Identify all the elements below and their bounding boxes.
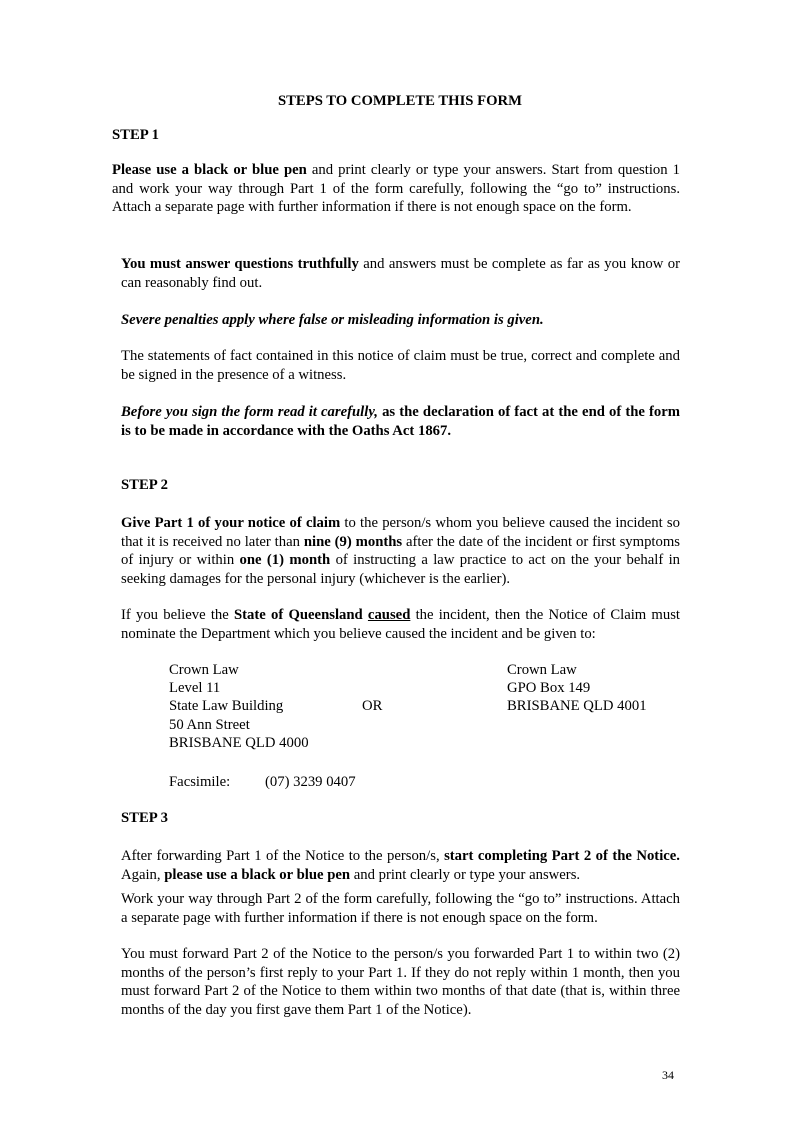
step3-paragraph-2: Work your way through Part 2 of the form carefully, following the “go to” instructions. Attach a separate page with further information if there is not enough space on the form. bbox=[121, 891, 680, 926]
step3-paragraph-3: You must forward Part 2 of the Notice to the person/s you forwarded Part 1 to within two (2) months of the person’s first reply to your Part 1. If they do not reply within 1 month, then you must forward Part 2 of the Notice to them within two months of that date (that is, within three months of the day you first gave them Part 1 of the Notice). bbox=[121, 946, 680, 1018]
facsimile-number: (07) 3239 0407 bbox=[265, 774, 356, 790]
step3-p1-text-2: Again, bbox=[121, 866, 165, 883]
step2-p1-text-2: after the date of the incident or first symptoms of injury or within bbox=[121, 533, 680, 568]
step2-p2-underlined: caused bbox=[367, 607, 411, 623]
step1-p5-bold: as the declaration of fact at the end of the form is to be made in accordance with the Oaths Act 1867. bbox=[121, 404, 680, 439]
step1-p2-bold: You must answer questions truthfully bbox=[121, 256, 359, 272]
step1-p1-bold: Please use a black or blue pen bbox=[112, 162, 307, 178]
address-left bbox=[169, 661, 309, 752]
facsimile-label: Facsimile: bbox=[169, 774, 231, 790]
step1-p2-text: and answers must be complete as far as you know or can reasonably find out. bbox=[121, 256, 680, 291]
step1-paragraph-5 bbox=[121, 403, 680, 440]
step2-p1-text-1: to the person/s whom you believe caused the incident so that it is received no later than bbox=[121, 515, 680, 550]
step1-paragraph-1 bbox=[112, 161, 680, 217]
step2-p1-text-3: of instructing a law practice to act on the your behalf in seeking damages for the personal injury (whichever is the earlier). bbox=[121, 552, 680, 587]
step3-p1-text-1: After forwarding Part 1 of the Notice to the person/s, bbox=[121, 848, 445, 864]
address-left-line: State Law Building bbox=[169, 698, 284, 715]
step2-paragraph-1 bbox=[121, 514, 680, 588]
step2-p2-text-1: If you believe the bbox=[121, 607, 234, 623]
step1-paragraph-3 bbox=[121, 311, 680, 330]
address-left-line: Crown Law bbox=[169, 662, 239, 678]
address-left-line: Level 11 bbox=[169, 680, 221, 697]
step3-heading: STEP 3 bbox=[121, 810, 168, 826]
step1-paragraph-2 bbox=[121, 255, 680, 292]
step2-p1-bold-2: nine (9) months bbox=[303, 533, 403, 550]
step2-p2-bold: State of Queensland bbox=[233, 607, 363, 623]
address-right bbox=[507, 661, 647, 716]
address-right-line: BRISBANE QLD 4001 bbox=[507, 698, 647, 715]
penalty-warning: Severe penalties apply where false or misleading information is given. bbox=[121, 312, 544, 328]
step3-p1-bold-1: start completing Part 2 of the Notice. bbox=[444, 848, 680, 864]
step1-paragraph-4: The statements of fact contained in this notice of claim must be true, correct and complete and be signed in the presence of a witness. bbox=[121, 348, 680, 383]
page-title: STEPS TO COMPLETE THIS FORM bbox=[277, 93, 523, 109]
address-right-line: GPO Box 149 bbox=[507, 680, 591, 697]
step1-p1-text: and print clearly or type your answers. Start from question 1 and work your way through Part 1 of the form carefully, following the “go to” instructions. Attach a separate page with further information if there is not enough space on the form. bbox=[112, 162, 680, 215]
step2-paragraph-2 bbox=[121, 606, 680, 643]
page-number: 34 bbox=[662, 1068, 674, 1082]
address-or: OR bbox=[362, 698, 383, 714]
step3-p1-text-3: and print clearly or type your answers. bbox=[350, 866, 581, 883]
address-right-line: Crown Law bbox=[507, 662, 577, 678]
step1-p5-bold-italic: Before you sign the form read it carefully, bbox=[121, 404, 378, 420]
step2-heading: STEP 2 bbox=[121, 477, 168, 493]
step3-paragraph-1 bbox=[121, 847, 680, 884]
address-left-line: BRISBANE QLD 4000 bbox=[169, 734, 309, 751]
step2-p2-text-3: the incident, then the Notice of Claim must nominate the Department which you believe caused the incident and be given to: bbox=[121, 607, 680, 642]
step2-p1-bold-1: Give Part 1 of your notice of claim bbox=[121, 515, 341, 531]
step1-heading: STEP 1 bbox=[112, 127, 159, 143]
step2-p1-bold-3: one (1) month bbox=[239, 552, 331, 568]
address-left-line: 50 Ann Street bbox=[169, 716, 250, 733]
step3-p1-bold-2: please use a black or blue pen bbox=[164, 866, 351, 883]
